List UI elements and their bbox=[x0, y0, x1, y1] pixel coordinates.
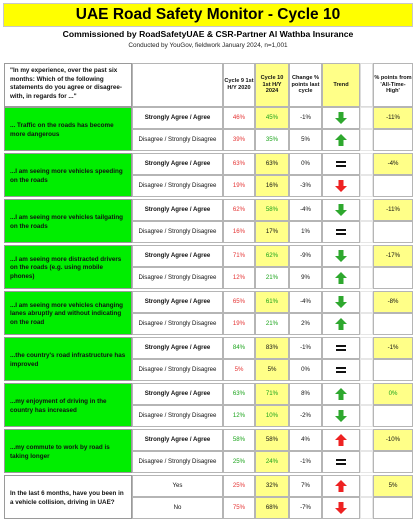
gap-cell bbox=[360, 383, 373, 405]
arrow-down-icon bbox=[334, 203, 348, 217]
response-label: Disagree / Strongly Disagree bbox=[132, 313, 223, 335]
cycle9-value: 25% bbox=[223, 475, 255, 497]
arrow-up-icon bbox=[334, 479, 348, 493]
col-header-points-all-time: % points from 'All-Time-High' bbox=[373, 63, 413, 107]
cycle9-value: 58% bbox=[223, 429, 255, 451]
cycle9-value: 84% bbox=[223, 337, 255, 359]
points-from-all-time-high: -10% bbox=[373, 429, 413, 451]
gap-cell bbox=[360, 291, 373, 313]
cycle9-value: 12% bbox=[223, 267, 255, 289]
trend-cell bbox=[322, 475, 360, 497]
arrow-down-icon bbox=[334, 249, 348, 263]
trend-cell bbox=[322, 199, 360, 221]
gap-cell bbox=[360, 221, 373, 243]
change-value: 4% bbox=[289, 429, 322, 451]
question-text: ...I am seeing more vehicles changing lanes abruptly and without indicating on the road bbox=[10, 301, 124, 326]
points-empty-cell bbox=[373, 221, 413, 243]
trend-cell bbox=[322, 451, 360, 473]
gap-cell bbox=[360, 245, 373, 267]
question-label bbox=[4, 245, 132, 289]
points-from-all-time-high: -1% bbox=[373, 337, 413, 359]
arrow-down-icon bbox=[334, 111, 348, 125]
question-label bbox=[4, 337, 132, 381]
trend-cell bbox=[322, 245, 360, 267]
trend-cell bbox=[322, 337, 360, 359]
cycle10-value: 63% bbox=[255, 153, 289, 175]
points-from-all-time-high: 0% bbox=[373, 383, 413, 405]
question-text: ...I am seeing more vehicles speeding on the roads bbox=[10, 168, 123, 184]
points-from-all-time-high: -11% bbox=[373, 199, 413, 221]
cycle9-value: 63% bbox=[223, 383, 255, 405]
points-from-all-time-high: -8% bbox=[373, 291, 413, 313]
question-label bbox=[4, 429, 132, 473]
points-empty-cell bbox=[373, 129, 413, 151]
response-label: Strongly Agree / Agree bbox=[132, 383, 223, 405]
cycle9-value: 16% bbox=[223, 221, 255, 243]
cycle10-value: 35% bbox=[255, 129, 289, 151]
response-label: Yes bbox=[132, 475, 223, 497]
equal-icon bbox=[334, 157, 348, 171]
points-empty-cell bbox=[373, 267, 413, 289]
cycle10-value: 32% bbox=[255, 475, 289, 497]
header-gap-cell bbox=[360, 63, 373, 107]
report-title: UAE Road Safety Monitor - Cycle 10 bbox=[3, 3, 413, 27]
gap-cell bbox=[360, 497, 373, 519]
gap-cell bbox=[360, 451, 373, 473]
change-value: 5% bbox=[289, 129, 322, 151]
trend-cell bbox=[322, 313, 360, 335]
question-text: ...I am seeing more vehicles tailgating on the roads bbox=[10, 214, 124, 230]
intro-question bbox=[4, 63, 132, 107]
trend-cell bbox=[322, 497, 360, 519]
question-text: ...my enjoyment of driving in the country has increased bbox=[10, 398, 107, 414]
gap-cell bbox=[360, 405, 373, 427]
arrow-down-icon bbox=[334, 501, 348, 515]
question-text: ...my commute to work by road is taking longer bbox=[10, 444, 110, 460]
trend-cell bbox=[322, 429, 360, 451]
points-from-all-time-high: -4% bbox=[373, 153, 413, 175]
question-label bbox=[4, 107, 132, 151]
cycle10-value: 83% bbox=[255, 337, 289, 359]
cycle9-value: 12% bbox=[223, 405, 255, 427]
change-value: 7% bbox=[289, 475, 322, 497]
cycle10-value: 45% bbox=[255, 107, 289, 129]
response-label: Strongly Agree / Agree bbox=[132, 199, 223, 221]
response-label: Strongly Agree / Agree bbox=[132, 429, 223, 451]
cycle9-value: 39% bbox=[223, 129, 255, 151]
cycle9-value: 71% bbox=[223, 245, 255, 267]
cycle10-value: 5% bbox=[255, 359, 289, 381]
trend-cell bbox=[322, 129, 360, 151]
report-subtitle: Commissioned by RoadSafetyUAE & CSR-Partner Al Wathba Insurance bbox=[62, 29, 354, 39]
cycle9-value: 62% bbox=[223, 199, 255, 221]
col-header-cycle9: Cycle 9 1st H/Y 2020 bbox=[223, 63, 255, 107]
change-value: -9% bbox=[289, 245, 322, 267]
cycle10-value: 58% bbox=[255, 199, 289, 221]
change-value: -4% bbox=[289, 199, 322, 221]
trend-cell bbox=[322, 405, 360, 427]
cycle10-value: 24% bbox=[255, 451, 289, 473]
equal-icon bbox=[334, 341, 348, 355]
response-label: No bbox=[132, 497, 223, 519]
response-label: Disagree / Strongly Disagree bbox=[132, 221, 223, 243]
change-value: -7% bbox=[289, 497, 322, 519]
equal-icon bbox=[334, 363, 348, 377]
response-label: Disagree / Strongly Disagree bbox=[132, 359, 223, 381]
header-blank-cell bbox=[132, 63, 223, 107]
cycle9-value: 19% bbox=[223, 313, 255, 335]
question-label bbox=[4, 383, 132, 427]
cycle10-value: 68% bbox=[255, 497, 289, 519]
gap-cell bbox=[360, 337, 373, 359]
points-empty-cell bbox=[373, 359, 413, 381]
question-text: ...I am seeing more distracted drivers on the roads (e.g. using mobile phones) bbox=[10, 255, 122, 280]
cycle10-value: 10% bbox=[255, 405, 289, 427]
response-label: Disagree / Strongly Disagree bbox=[132, 175, 223, 197]
gap-cell bbox=[360, 107, 373, 129]
points-empty-cell bbox=[373, 405, 413, 427]
cycle10-value: 21% bbox=[255, 267, 289, 289]
change-value: 2% bbox=[289, 313, 322, 335]
response-label: Strongly Agree / Agree bbox=[132, 245, 223, 267]
response-label: Strongly Agree / Agree bbox=[132, 337, 223, 359]
arrow-up-icon bbox=[334, 317, 348, 331]
trend-cell bbox=[322, 107, 360, 129]
trend-cell bbox=[322, 267, 360, 289]
gap-cell bbox=[360, 129, 373, 151]
gap-cell bbox=[360, 313, 373, 335]
gap-cell bbox=[360, 153, 373, 175]
question-label bbox=[4, 291, 132, 335]
change-value: 0% bbox=[289, 359, 322, 381]
trend-cell bbox=[322, 359, 360, 381]
col-header-cycle10: Cycle 10 1st H/Y 2024 bbox=[255, 63, 289, 107]
trend-cell bbox=[322, 153, 360, 175]
arrow-up-icon bbox=[334, 433, 348, 447]
trend-cell bbox=[322, 291, 360, 313]
cycle9-value: 46% bbox=[223, 107, 255, 129]
arrow-down-icon bbox=[334, 409, 348, 423]
question-text: In the last 6 months, have you been in a vehicle collision, driving in UAE? bbox=[10, 490, 124, 506]
change-value: -1% bbox=[289, 107, 322, 129]
arrow-up-icon bbox=[334, 387, 348, 401]
response-label: Disagree / Strongly Disagree bbox=[132, 405, 223, 427]
response-label: Disagree / Strongly Disagree bbox=[132, 267, 223, 289]
trend-cell bbox=[322, 221, 360, 243]
cycle10-value: 21% bbox=[255, 313, 289, 335]
change-value: -3% bbox=[289, 175, 322, 197]
cycle10-value: 71% bbox=[255, 383, 289, 405]
trend-cell bbox=[322, 383, 360, 405]
arrow-down-icon bbox=[334, 179, 348, 193]
cycle9-value: 5% bbox=[223, 359, 255, 381]
gap-cell bbox=[360, 359, 373, 381]
points-empty-cell bbox=[373, 497, 413, 519]
gap-cell bbox=[360, 175, 373, 197]
change-value: 1% bbox=[289, 221, 322, 243]
points-from-all-time-high: -17% bbox=[373, 245, 413, 267]
cycle10-value: 58% bbox=[255, 429, 289, 451]
arrow-up-icon bbox=[334, 133, 348, 147]
change-value: -1% bbox=[289, 337, 322, 359]
change-value: -1% bbox=[289, 451, 322, 473]
question-text: ... Traffic on the roads has become more dangerous bbox=[10, 122, 114, 138]
cycle9-value: 75% bbox=[223, 497, 255, 519]
change-value: -2% bbox=[289, 405, 322, 427]
response-label: Disagree / Strongly Disagree bbox=[132, 451, 223, 473]
change-value: 8% bbox=[289, 383, 322, 405]
intro-question-text: "In my experience, over the past six months: Which of the following statements do you agree or disagree-with, in regards for ..." bbox=[10, 67, 122, 100]
arrow-down-icon bbox=[334, 295, 348, 309]
equal-icon bbox=[334, 225, 348, 239]
gap-cell bbox=[360, 429, 373, 451]
change-value: 9% bbox=[289, 267, 322, 289]
points-empty-cell bbox=[373, 175, 413, 197]
cycle9-value: 63% bbox=[223, 153, 255, 175]
response-label: Strongly Agree / Agree bbox=[132, 291, 223, 313]
cycle10-value: 16% bbox=[255, 175, 289, 197]
points-empty-cell bbox=[373, 451, 413, 473]
gap-cell bbox=[360, 475, 373, 497]
col-header-change: Change % points last cycle bbox=[289, 63, 322, 107]
question-label bbox=[4, 199, 132, 243]
points-from-all-time-high: -11% bbox=[373, 107, 413, 129]
cycle10-value: 17% bbox=[255, 221, 289, 243]
fieldwork-note: Conducted by YouGov, fieldwork January 2024, n=1,001 bbox=[128, 42, 288, 49]
response-label: Disagree / Strongly Disagree bbox=[132, 129, 223, 151]
cycle9-value: 65% bbox=[223, 291, 255, 313]
points-from-all-time-high: 5% bbox=[373, 475, 413, 497]
question-label bbox=[4, 475, 132, 519]
equal-icon bbox=[334, 455, 348, 469]
cycle9-value: 25% bbox=[223, 451, 255, 473]
gap-cell bbox=[360, 199, 373, 221]
cycle10-value: 62% bbox=[255, 245, 289, 267]
response-label: Strongly Agree / Agree bbox=[132, 107, 223, 129]
gap-cell bbox=[360, 267, 373, 289]
trend-cell bbox=[322, 175, 360, 197]
response-label: Strongly Agree / Agree bbox=[132, 153, 223, 175]
change-value: 0% bbox=[289, 153, 322, 175]
cycle10-value: 61% bbox=[255, 291, 289, 313]
question-label bbox=[4, 153, 132, 197]
points-empty-cell bbox=[373, 313, 413, 335]
arrow-up-icon bbox=[334, 271, 348, 285]
change-value: -4% bbox=[289, 291, 322, 313]
col-header-trend: Trend bbox=[322, 63, 360, 107]
cycle9-value: 19% bbox=[223, 175, 255, 197]
question-text: ...the country's road infrastructure has improved bbox=[10, 352, 126, 368]
